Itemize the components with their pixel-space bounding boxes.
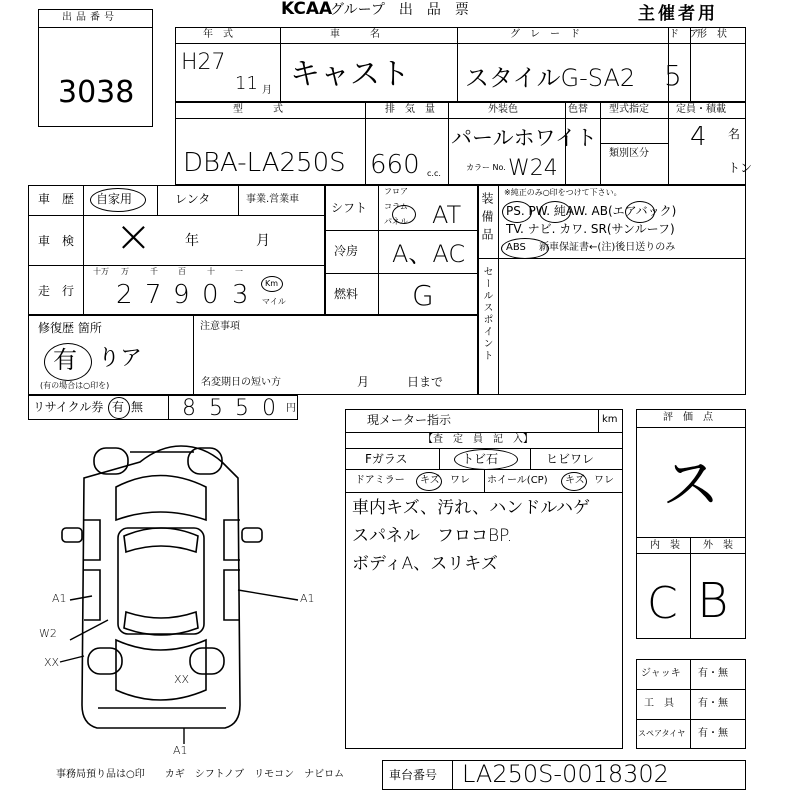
month-value: 11: [235, 73, 258, 94]
wheel-label: ホイール(CP): [487, 475, 548, 486]
recycle-label: リサイクル券: [33, 400, 104, 414]
wheel-kizu: キズ: [565, 475, 585, 486]
digit-label: 十: [207, 267, 215, 276]
mileage-digit: 0: [202, 280, 219, 310]
ab-circle: [625, 201, 655, 223]
attention-label: 注意事項: [200, 321, 240, 332]
footer-items: 事務局預り品は○印 カギ シフトノブ リモコン ナビロム: [56, 769, 345, 780]
tobi-circle: [454, 449, 518, 470]
meter-label: 現メーター指示: [367, 413, 452, 427]
km-circle: [261, 276, 283, 292]
equipment-line2: TV. ナビ. カワ. SR(サンルーフ): [506, 222, 675, 236]
private-circle: [90, 188, 146, 212]
inspection-value: ×: [115, 211, 152, 262]
ac-label: 冷房: [334, 244, 359, 258]
expiry-month: 月: [357, 375, 370, 389]
year-label: 年 式: [203, 29, 233, 40]
wheel-kizu-circle: [561, 472, 587, 491]
ton-unit: トン: [728, 161, 753, 175]
jack-label: ジャッキ: [641, 668, 681, 679]
recycle-digit: 8: [182, 396, 196, 421]
inspection-year-unit: 年: [185, 233, 199, 249]
row1-box: [175, 27, 746, 102]
column-circle: [392, 205, 416, 224]
owner-label: 主催者用: [638, 4, 718, 24]
damage-mark: XX: [44, 656, 60, 669]
inspection-month-unit: 月: [256, 233, 270, 249]
shift-column: コラム: [384, 202, 408, 211]
month-unit: 月: [262, 85, 272, 96]
f-glass-label: Fガラス: [365, 452, 408, 466]
recycle-yes-circle: [108, 397, 130, 419]
repair-value: 有: [53, 346, 77, 374]
expiry-label: 名変期日の短い方: [201, 377, 281, 388]
damage-mark: A1: [173, 744, 188, 757]
abs-circle: [501, 238, 549, 259]
mirror-ware: ワレ: [450, 475, 470, 486]
inspection-label: 車 検: [38, 234, 75, 248]
digit-label: 万: [121, 267, 129, 276]
equipment-line3: ABS 新車保証書←(注)後日送りのみ: [506, 242, 676, 253]
equipment-line1: PS. PW. 純AW. AB(エアバック): [506, 204, 677, 218]
damage-mark: A1: [300, 592, 315, 605]
recycle-digit: 5: [209, 396, 223, 421]
chassis-value: LA250S-0018302: [462, 760, 669, 788]
type-label: 型式指定: [609, 104, 649, 115]
ac-value: A、AC: [392, 240, 466, 268]
brand-logo: KCAA: [281, 0, 333, 19]
tool-label: 工 具: [644, 698, 674, 709]
capacity-unit: 名: [728, 127, 741, 141]
recycle-yes: 有: [112, 400, 125, 414]
equipment-label: 装備品: [480, 192, 494, 246]
mirror-kizu-circle: [416, 472, 442, 491]
digit-label: 千: [150, 267, 158, 276]
inspector-note: 車内キズ、汚れ、ハンドルハゲ: [352, 498, 590, 518]
history-private: 自家用: [96, 192, 133, 206]
equipment-note: ※純正のみ○印をつけて下さい。: [504, 188, 622, 197]
disp-label: 排 気 量: [385, 104, 435, 115]
damage-mark: A1: [52, 592, 67, 605]
model-value: DBA-LA250S: [183, 148, 346, 178]
inspector-note: スパネル フロコBP.: [352, 526, 513, 546]
disp-unit: c.c.: [427, 169, 441, 178]
damage-mark: XX: [174, 673, 190, 686]
repair-label: 修復歴 箇所: [38, 321, 102, 335]
km-label: Km: [265, 279, 279, 288]
meter-unit: km: [602, 414, 618, 425]
mileage-digit: 3: [232, 280, 249, 310]
capacity-value: 4: [690, 122, 707, 152]
mileage-label: 走 行: [38, 284, 75, 298]
interior-label: 内 装: [650, 540, 680, 551]
fuel-label: 燃料: [334, 287, 359, 301]
recycle-digit: 5: [235, 396, 249, 421]
mirror-label: ドアミラー: [355, 475, 405, 486]
damage-mark: W2: [39, 627, 57, 640]
repair-detail: りア: [98, 346, 143, 371]
sales-point-label: セールスポイント: [481, 266, 492, 362]
door-value: 5: [664, 59, 682, 92]
shape-label: 形 状: [697, 29, 727, 40]
car-label: 車 名: [330, 29, 380, 40]
inspector-note: ボディA、スリキズ: [352, 554, 498, 574]
car-name-value: キャスト: [290, 57, 410, 92]
lot-number: 3038: [58, 75, 135, 110]
class-label: 類別区分: [609, 148, 649, 159]
history-label: 車 歴: [38, 192, 75, 206]
exterior-value: B: [697, 573, 729, 629]
ps-circle: [502, 201, 532, 223]
color2-label: 色替: [568, 104, 588, 115]
lot-label: 出品番号: [62, 12, 118, 23]
wheel-ware: ワレ: [594, 475, 614, 486]
chassis-label: 車台番号: [389, 768, 438, 782]
score-value: ス: [662, 450, 721, 518]
exterior-label: 外 装: [703, 540, 733, 551]
recycle-no: 無: [131, 400, 144, 414]
color-no-label: カラー No.: [466, 163, 506, 172]
mile-label: マイル: [262, 297, 286, 306]
history-rental: レンタ: [175, 192, 211, 206]
hibi-label: ヒビワレ: [546, 452, 595, 466]
year-value: H27: [181, 50, 226, 75]
color-label: 外装色: [488, 104, 518, 115]
tool-yesno: 有・無: [698, 698, 728, 709]
score-label: 評 価 点: [663, 412, 713, 423]
spare-label: スペアタイヤ: [638, 729, 686, 738]
color-no-value: W24: [508, 156, 558, 181]
grade-value: スタイルG-SA2: [465, 64, 636, 92]
digit-label: 十万: [93, 267, 109, 276]
expiry-day: 日まで: [407, 375, 444, 389]
shift-label: シフト: [331, 201, 368, 215]
pw-circle: [539, 201, 571, 223]
recycle-digit: 0: [262, 396, 276, 421]
interior-value: C: [647, 578, 678, 629]
mileage-digit: 2: [116, 280, 133, 310]
digit-label: 百: [178, 267, 186, 276]
spare-yesno: 有・無: [698, 728, 728, 739]
form-title: グループ 出 品 票: [330, 2, 469, 18]
repair-circle: [44, 343, 92, 381]
shift-floor: フロア: [384, 187, 408, 196]
door-label: ド ア: [669, 29, 699, 40]
mirror-kizu: キズ: [420, 475, 440, 486]
grade-label: グ レ ー ド: [510, 29, 580, 40]
digit-label: 一: [235, 267, 243, 276]
shift-panel: パネル: [384, 217, 408, 226]
capacity-label: 定員・積載: [676, 104, 726, 115]
recycle-unit: 円: [286, 403, 296, 414]
color-value: パールホワイト: [451, 126, 597, 150]
repair-note: (有の場合は○印を): [40, 381, 110, 390]
mileage-digit: 7: [145, 280, 162, 310]
shift-value: AT: [432, 201, 462, 229]
fuel-value: G: [412, 279, 434, 312]
history-business: 事業.営業車: [246, 194, 300, 205]
mileage-digit: 9: [173, 280, 190, 310]
tobi-label: トビ石: [462, 452, 499, 466]
model-label: 型 式: [233, 104, 283, 115]
disp-value: 660: [370, 150, 420, 180]
jack-yesno: 有・無: [698, 668, 728, 679]
inspector-label: 【査 定 員 記 入】: [423, 434, 533, 445]
